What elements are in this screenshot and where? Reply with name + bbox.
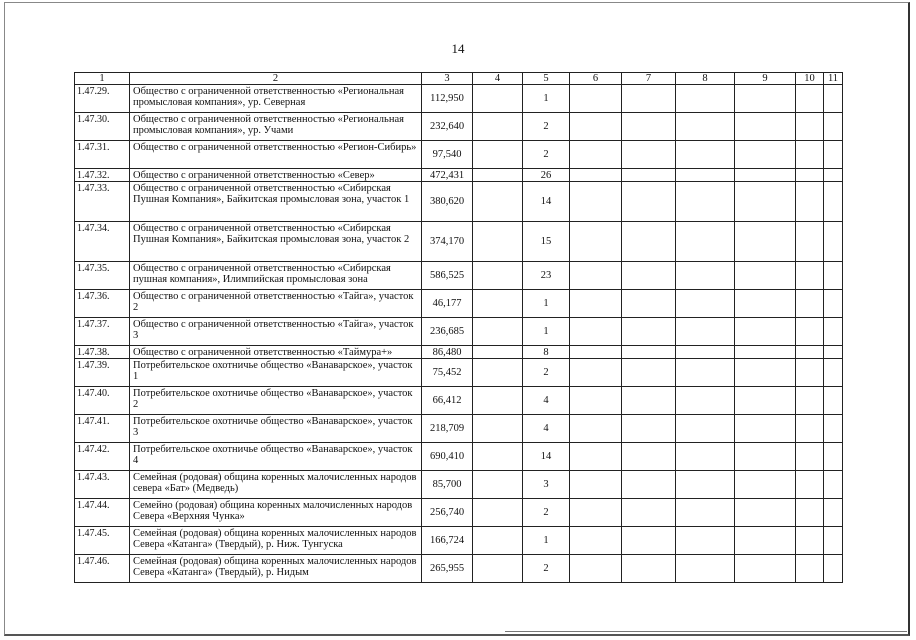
empty-cell [622, 318, 676, 346]
row-number: 1.47.38. [75, 346, 130, 359]
empty-cell [473, 222, 523, 262]
empty-cell [796, 85, 824, 113]
table-row [75, 141, 843, 169]
row-area: 256,740 [422, 499, 473, 527]
header-cell: 5 [523, 73, 570, 85]
row-name: Общество с ограниченной ответственностью «Региональная промысловая компания», ур. Учами [130, 113, 422, 141]
empty-cell [796, 443, 824, 471]
empty-cell [676, 499, 735, 527]
empty-cell [473, 387, 523, 415]
row-number: 1.47.44. [75, 499, 130, 527]
table-row [75, 443, 843, 471]
empty-cell [570, 415, 622, 443]
empty-cell [796, 527, 824, 555]
empty-cell [570, 346, 622, 359]
row-area: 85,700 [422, 471, 473, 499]
empty-cell [570, 499, 622, 527]
row-name: Общество с ограниченной ответственностью «Региональная промысловая компания», ур. Северная [130, 85, 422, 113]
empty-cell [473, 262, 523, 290]
header-cell: 8 [676, 73, 735, 85]
empty-cell [622, 359, 676, 387]
empty-cell [676, 290, 735, 318]
table-row [75, 387, 843, 415]
empty-cell [473, 290, 523, 318]
empty-cell [796, 387, 824, 415]
empty-cell [796, 290, 824, 318]
empty-cell [735, 555, 796, 583]
row-area: 86,480 [422, 346, 473, 359]
row-area: 236,685 [422, 318, 473, 346]
empty-cell [735, 499, 796, 527]
empty-cell [824, 499, 843, 527]
empty-cell [622, 346, 676, 359]
row-name: Общество с ограниченной ответственностью «Север» [130, 169, 422, 182]
empty-cell [796, 499, 824, 527]
empty-cell [735, 182, 796, 222]
row-area: 112,950 [422, 85, 473, 113]
empty-cell [676, 346, 735, 359]
row-col5: 14 [523, 182, 570, 222]
table-row [75, 555, 843, 583]
row-area: 166,724 [422, 527, 473, 555]
empty-cell [622, 555, 676, 583]
empty-cell [676, 387, 735, 415]
empty-cell [570, 387, 622, 415]
page-number: 14 [451, 41, 465, 56]
empty-cell [676, 182, 735, 222]
empty-cell [735, 346, 796, 359]
empty-cell [473, 499, 523, 527]
header-cell: 11 [824, 73, 843, 85]
empty-cell [473, 527, 523, 555]
row-number: 1.47.43. [75, 471, 130, 499]
table-row [75, 85, 843, 113]
row-name: Потребительское охотничье общество «Ванаварское», участок 3 [130, 415, 422, 443]
empty-cell [570, 113, 622, 141]
empty-cell [735, 169, 796, 182]
empty-cell [824, 85, 843, 113]
empty-cell [676, 471, 735, 499]
empty-cell [570, 85, 622, 113]
empty-cell [570, 222, 622, 262]
row-col5: 14 [523, 443, 570, 471]
empty-cell [735, 471, 796, 499]
row-col5: 1 [523, 318, 570, 346]
row-number: 1.47.29. [75, 85, 130, 113]
row-name: Общество с ограниченной ответственностью «Таймура+» [130, 346, 422, 359]
table-row [75, 222, 843, 262]
table-row [75, 262, 843, 290]
row-number: 1.47.36. [75, 290, 130, 318]
empty-cell [570, 141, 622, 169]
empty-cell [735, 141, 796, 169]
scan-edge-line [505, 631, 907, 632]
empty-cell [473, 182, 523, 222]
empty-cell [824, 471, 843, 499]
empty-cell [570, 359, 622, 387]
row-name: Семейная (родовая) община коренных малочисленных народов севера «Бат» (Медведь) [130, 471, 422, 499]
row-number: 1.47.41. [75, 415, 130, 443]
table-row [75, 318, 843, 346]
empty-cell [796, 555, 824, 583]
row-col5: 26 [523, 169, 570, 182]
table-row [75, 527, 843, 555]
empty-cell [473, 555, 523, 583]
row-col5: 15 [523, 222, 570, 262]
empty-cell [622, 169, 676, 182]
empty-cell [735, 290, 796, 318]
row-number: 1.47.35. [75, 262, 130, 290]
table-row [75, 471, 843, 499]
empty-cell [735, 387, 796, 415]
empty-cell [735, 85, 796, 113]
row-name: Общество с ограниченной ответственностью «Сибирская Пушная Компания», Байкитская промысловая зона, участок 2 [130, 222, 422, 262]
empty-cell [622, 471, 676, 499]
row-area: 218,709 [422, 415, 473, 443]
empty-cell [735, 527, 796, 555]
row-name: Семейная (родовая) община коренных малочисленных народов Севера «Катанга» (Твердый), р. Ниж. Тунгуска [130, 527, 422, 555]
row-name: Общество с ограниченной ответственностью «Тайга», участок 2 [130, 290, 422, 318]
empty-cell [473, 346, 523, 359]
table-row [75, 346, 843, 359]
empty-cell [796, 182, 824, 222]
empty-cell [473, 169, 523, 182]
row-name: Общество с ограниченной ответственностью «Тайга», участок 3 [130, 318, 422, 346]
header-cell: 4 [473, 73, 523, 85]
empty-cell [824, 555, 843, 583]
row-name: Семейная (родовая) община коренных малочисленных народов Севера «Катанга» (Твердый), р. Нидым [130, 555, 422, 583]
row-area: 75,452 [422, 359, 473, 387]
empty-cell [622, 141, 676, 169]
empty-cell [735, 113, 796, 141]
row-col5: 2 [523, 113, 570, 141]
row-area: 46,177 [422, 290, 473, 318]
header-cell: 7 [622, 73, 676, 85]
table-row [75, 113, 843, 141]
row-name: Потребительское охотничье общество «Ванаварское», участок 2 [130, 387, 422, 415]
row-number: 1.47.30. [75, 113, 130, 141]
empty-cell [824, 262, 843, 290]
empty-cell [796, 471, 824, 499]
empty-cell [570, 169, 622, 182]
row-number: 1.47.40. [75, 387, 130, 415]
row-name: Общество с ограниченной ответственностью «Сибирская пушная компания», Илимпийская промысловая зона [130, 262, 422, 290]
empty-cell [824, 346, 843, 359]
empty-cell [622, 182, 676, 222]
empty-cell [676, 359, 735, 387]
empty-cell [622, 415, 676, 443]
row-name: Потребительское охотничье общество «Ванаварское», участок 4 [130, 443, 422, 471]
row-number: 1.47.37. [75, 318, 130, 346]
empty-cell [473, 359, 523, 387]
data-table [74, 72, 843, 583]
empty-cell [622, 85, 676, 113]
row-col5: 1 [523, 290, 570, 318]
empty-cell [676, 415, 735, 443]
empty-cell [570, 262, 622, 290]
empty-cell [796, 113, 824, 141]
empty-cell [676, 141, 735, 169]
table-row [75, 290, 843, 318]
row-col5: 1 [523, 85, 570, 113]
row-col5: 23 [523, 262, 570, 290]
empty-cell [824, 182, 843, 222]
row-area: 66,412 [422, 387, 473, 415]
row-name: Общество с ограниченной ответственностью «Регион-Сибирь» [130, 141, 422, 169]
empty-cell [676, 113, 735, 141]
row-col5: 3 [523, 471, 570, 499]
empty-cell [570, 555, 622, 583]
empty-cell [622, 527, 676, 555]
empty-cell [824, 290, 843, 318]
empty-cell [796, 346, 824, 359]
row-col5: 2 [523, 499, 570, 527]
empty-cell [473, 113, 523, 141]
row-area: 232,640 [422, 113, 473, 141]
empty-cell [735, 318, 796, 346]
empty-cell [824, 318, 843, 346]
row-number: 1.47.32. [75, 169, 130, 182]
empty-cell [473, 318, 523, 346]
header-cell: 2 [130, 73, 422, 85]
row-name: Семейно (родовая) община коренных малочисленных народов Севера «Верхняя Чунка» [130, 499, 422, 527]
empty-cell [622, 387, 676, 415]
row-area: 374,170 [422, 222, 473, 262]
empty-cell [570, 471, 622, 499]
empty-cell [796, 222, 824, 262]
empty-cell [676, 222, 735, 262]
row-col5: 4 [523, 387, 570, 415]
row-col5: 4 [523, 415, 570, 443]
row-area: 690,410 [422, 443, 473, 471]
empty-cell [824, 141, 843, 169]
empty-cell [570, 182, 622, 222]
empty-cell [796, 359, 824, 387]
empty-cell [735, 415, 796, 443]
table-row [75, 415, 843, 443]
row-col5: 2 [523, 141, 570, 169]
empty-cell [824, 222, 843, 262]
row-number: 1.47.45. [75, 527, 130, 555]
empty-cell [735, 443, 796, 471]
empty-cell [622, 262, 676, 290]
empty-cell [824, 387, 843, 415]
table-row [75, 499, 843, 527]
header-cell: 3 [422, 73, 473, 85]
row-number: 1.47.46. [75, 555, 130, 583]
empty-cell [570, 290, 622, 318]
row-number: 1.47.34. [75, 222, 130, 262]
empty-cell [676, 262, 735, 290]
row-area: 586,525 [422, 262, 473, 290]
empty-cell [824, 113, 843, 141]
empty-cell [473, 443, 523, 471]
table-row [75, 359, 843, 387]
row-col5: 8 [523, 346, 570, 359]
empty-cell [735, 262, 796, 290]
empty-cell [473, 471, 523, 499]
empty-cell [676, 443, 735, 471]
empty-cell [473, 141, 523, 169]
empty-cell [622, 222, 676, 262]
row-name: Потребительское охотничье общество «Ванаварское», участок 1 [130, 359, 422, 387]
row-area: 380,620 [422, 182, 473, 222]
empty-cell [473, 415, 523, 443]
row-area: 472,431 [422, 169, 473, 182]
row-col5: 2 [523, 359, 570, 387]
empty-cell [796, 262, 824, 290]
header-cell: 10 [796, 73, 824, 85]
empty-cell [824, 359, 843, 387]
empty-cell [796, 169, 824, 182]
empty-cell [796, 141, 824, 169]
empty-cell [824, 527, 843, 555]
row-name: Общество с ограниченной ответственностью «Сибирская Пушная Компания», Байкитская промысловая зона, участок 1 [130, 182, 422, 222]
table-row [75, 182, 843, 222]
empty-cell [676, 527, 735, 555]
empty-cell [735, 222, 796, 262]
row-number: 1.47.31. [75, 141, 130, 169]
header-row [75, 73, 843, 85]
empty-cell [676, 555, 735, 583]
empty-cell [622, 443, 676, 471]
empty-cell [824, 169, 843, 182]
header-cell: 9 [735, 73, 796, 85]
empty-cell [676, 85, 735, 113]
empty-cell [824, 443, 843, 471]
empty-cell [473, 85, 523, 113]
empty-cell [796, 318, 824, 346]
empty-cell [570, 527, 622, 555]
row-number: 1.47.39. [75, 359, 130, 387]
empty-cell [570, 443, 622, 471]
row-col5: 1 [523, 527, 570, 555]
empty-cell [796, 415, 824, 443]
row-number: 1.47.42. [75, 443, 130, 471]
row-col5: 2 [523, 555, 570, 583]
empty-cell [824, 415, 843, 443]
table-row [75, 169, 843, 182]
header-cell: 1 [75, 73, 130, 85]
empty-cell [676, 169, 735, 182]
header-cell: 6 [570, 73, 622, 85]
row-number: 1.47.33. [75, 182, 130, 222]
empty-cell [735, 359, 796, 387]
empty-cell [622, 113, 676, 141]
row-area: 265,955 [422, 555, 473, 583]
empty-cell [570, 318, 622, 346]
row-area: 97,540 [422, 141, 473, 169]
empty-cell [622, 499, 676, 527]
empty-cell [676, 318, 735, 346]
empty-cell [622, 290, 676, 318]
